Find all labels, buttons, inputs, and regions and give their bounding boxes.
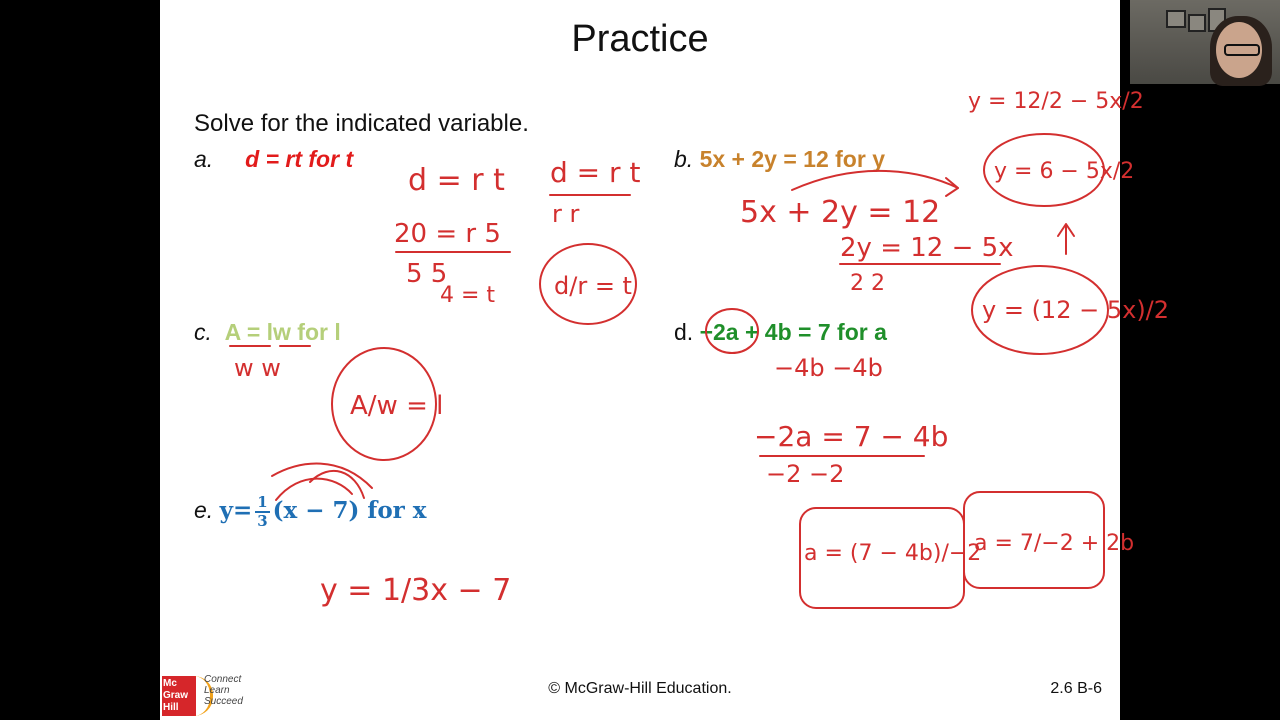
b-work-line1: y = 12/2 − 5x/2 [968,89,1144,114]
problem-b-equation: 5x + 2y = 12 for y [699,146,885,172]
problem-c-label: c. [194,319,212,345]
a-work-line3: r r [552,200,580,228]
problem-d-equation: −2a + 4b = 7 for a [699,319,887,345]
a-work-line2: d = r t [550,156,641,189]
problem-e-rhs: (x − 7) for x [272,497,427,525]
problem-e-lhs: y= [219,497,253,525]
footer-copyright: © McGraw-Hill Education. [548,680,732,697]
d-circle-term [706,309,758,353]
a-work-line6: 4 = t [440,283,496,308]
tagline-connect: Connect [204,674,242,685]
a-answer: d/r = t [554,272,632,300]
wall-frame [1188,14,1206,32]
tagline-succeed: Succeed [204,696,243,707]
b-work-line3: 5x + 2y = 12 [740,195,941,230]
d-work-line2: −2a = 7 − 4b [754,420,949,453]
problem-c-equation: A = lw for l [224,319,341,345]
logo-box-line3: Hill [163,702,179,713]
d-answer-2: a = 7/−2 + 2b [974,531,1135,556]
a-work-line5: 5 5 [406,259,448,289]
slide [160,0,1170,720]
d-answer-1: a = (7 − 4b)/−2 [804,541,982,566]
b-answer: y = (12 − 5x)/2 [982,296,1170,324]
d-work-line3: −2 −2 [766,460,845,488]
problem-d-label: d. [674,319,694,345]
e-work-line1: y = 1/3x − 7 [320,573,512,608]
b-arrowhead [946,178,958,196]
problem-a-equation: d = rt for t [245,146,354,172]
c-work-line1: w w [234,354,281,382]
slide-title: Practice [571,18,709,60]
presenter-glasses [1224,44,1260,56]
wall-frame [1166,10,1186,28]
logo-box-line2: Graw [163,690,189,701]
b-work-line4: 2y = 12 − 5x [840,233,1014,263]
a-work-line1: d = r t [408,163,505,198]
webcam-video[interactable] [1130,0,1280,84]
b-work-line2: y = 6 − 5x/2 [994,159,1135,184]
problem-b-label: b. [674,146,694,172]
tagline-learn: Learn [204,685,230,696]
d-work-line1: −4b −4b [774,354,883,382]
instruction-text: Solve for the indicated variable. [194,110,529,137]
b-arrow [792,171,958,190]
problem-a-label: a. [194,146,214,172]
a-work-line4: 20 = r 5 [394,219,501,249]
handwriting-layer [160,0,1170,720]
b-work-line5: 2 2 [850,271,885,296]
logo-box-line1: Mc [163,678,177,689]
b-up-arrow [1058,224,1074,254]
fraction-denominator: 3 [257,512,268,530]
e-arrow-1 [276,479,352,500]
fraction-numerator: 1 [257,493,268,511]
footer-page-number: 2.6 B-6 [1050,680,1102,697]
problem-e-label: e. [194,497,214,524]
c-answer: A/w = l [350,391,444,421]
